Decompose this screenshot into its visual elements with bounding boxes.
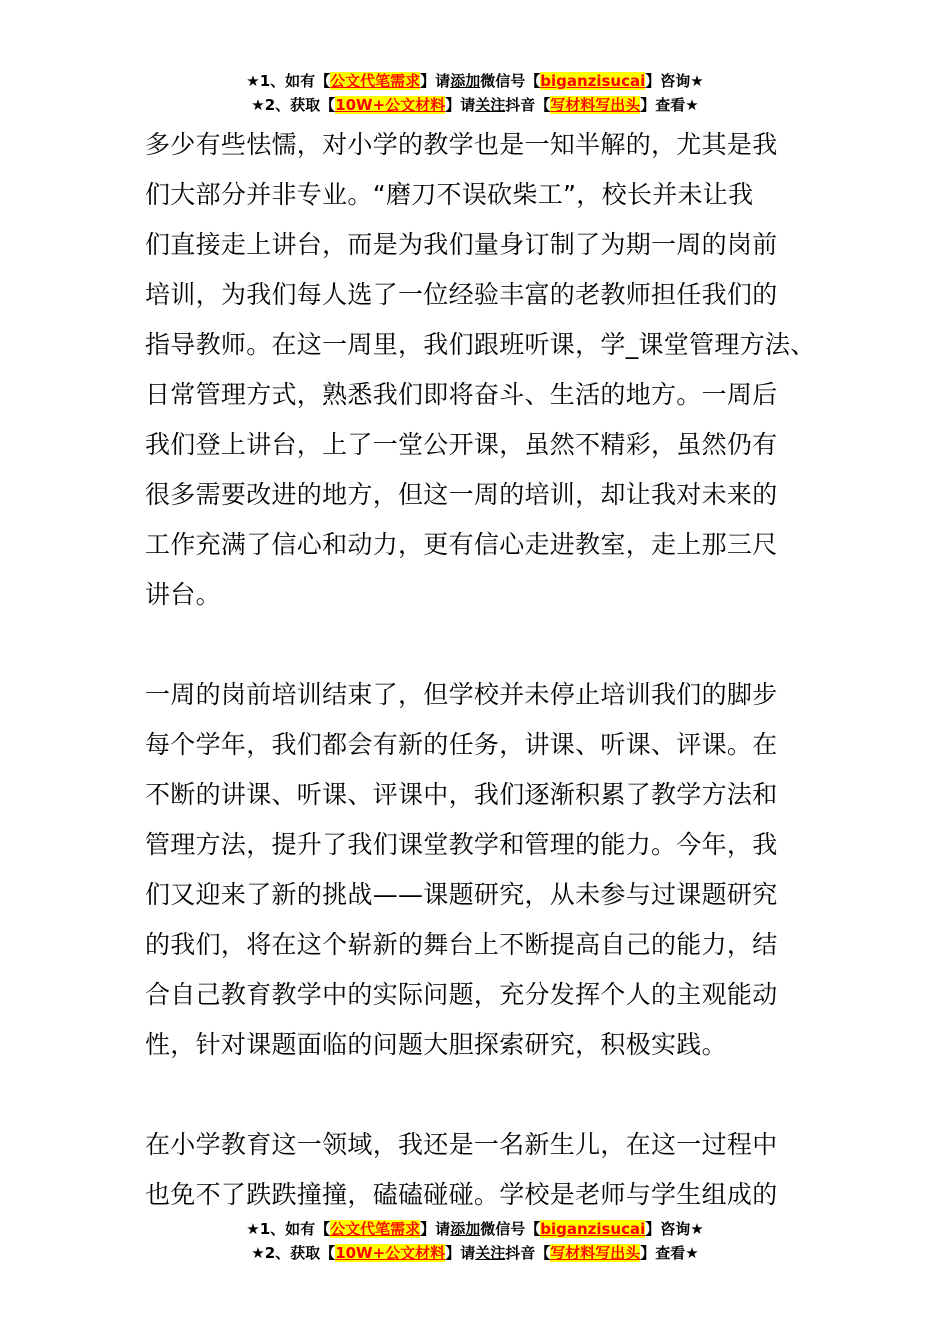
banner-underline: 添加 <box>450 1220 481 1238</box>
banner-text: 抖音【 <box>505 96 551 114</box>
paragraph <box>145 120 815 620</box>
banner-highlight: 写材料写出头 <box>550 1244 641 1262</box>
banner-text: 】查看★ <box>640 96 699 114</box>
text-line: 性，针对课题面临的问题大胆探索研究，积极实践。 <box>145 1030 727 1059</box>
text-line: 一周的岗前培训结束了，但学校并未停止培训我们的脚步 <box>145 680 778 709</box>
banner-text: 微信号【 <box>480 72 541 90</box>
banner-text: ★1、如有【 <box>246 72 331 90</box>
text-line: 合自己教育教学中的实际问题，充分发挥个人的主观能动 <box>145 980 778 1009</box>
banner-highlight: biganzisucai <box>540 1220 646 1238</box>
banner-highlight: 10W+公文材料 <box>335 96 446 114</box>
banner-text: 】查看★ <box>640 1244 699 1262</box>
banner-highlight: 写材料写出头 <box>550 96 641 114</box>
banner-text: 微信号【 <box>480 1220 541 1238</box>
text-line: 讲台。 <box>145 580 221 609</box>
paragraph-gap <box>145 1070 815 1120</box>
banner-line-1 <box>0 1217 950 1241</box>
banner-text: 】请 <box>445 96 476 114</box>
text-line: 指导教师。在这一周里，我们跟班听课，学_课堂管理方法、 <box>145 330 816 359</box>
banner-highlight: biganzisucai <box>540 72 646 90</box>
text-line: 培训，为我们每人选了一位经验丰富的老教师担任我们的 <box>145 280 778 309</box>
banner-highlight: 公文代笔需求 <box>330 1220 421 1238</box>
banner-underline: 关注 <box>475 1244 506 1262</box>
text-line: 很多需要改进的地方，但这一周的培训，却让我对未来的 <box>145 480 778 509</box>
text-line: 的我们，将在这个崭新的舞台上不断提高自己的能力，结 <box>145 930 778 959</box>
banner-line-2 <box>0 1241 950 1265</box>
banner-highlight: 10W+公文材料 <box>335 1244 446 1262</box>
document-body <box>145 120 815 1220</box>
banner-text: ★2、获取【 <box>251 96 336 114</box>
text-line: 们又迎来了新的挑战——课题研究，从未参与过课题研究 <box>145 880 778 909</box>
text-line: 管理方法，提升了我们课堂教学和管理的能力。今年，我 <box>145 830 778 859</box>
text-line: 工作充满了信心和动力，更有信心走进教室，走上那三尺 <box>145 530 778 559</box>
banner-text: 】请 <box>420 1220 451 1238</box>
paragraph <box>145 1120 815 1220</box>
text-line: 不断的讲课、听课、评课中，我们逐渐积累了教学方法和 <box>145 780 778 809</box>
text-line: 多少有些怯懦，对小学的教学也是一知半解的，尤其是我 <box>145 130 778 159</box>
banner-highlight: 公文代笔需求 <box>330 72 421 90</box>
banner-underline: 关注 <box>475 96 506 114</box>
banner-text: ★1、如有【 <box>246 1220 331 1238</box>
paragraph-gap <box>145 620 815 670</box>
text-line: 们大部分并非专业。“磨刀不误砍柴工”，校长并未让我 <box>145 180 754 209</box>
footer-banner <box>0 1217 950 1265</box>
banner-underline: 添加 <box>450 72 481 90</box>
banner-text: 】咨询★ <box>645 1220 704 1238</box>
banner-text: 】请 <box>445 1244 476 1262</box>
text-line: 们直接走上讲台，而是为我们量身订制了为期一周的岗前 <box>145 230 778 259</box>
banner-text: 抖音【 <box>505 1244 551 1262</box>
banner-text: 】咨询★ <box>645 72 704 90</box>
text-line: 日常管理方式，熟悉我们即将奋斗、生活的地方。一周后 <box>145 380 778 409</box>
header-banner <box>0 69 950 117</box>
text-line: 在小学教育这一领域，我还是一名新生儿，在这一过程中 <box>145 1130 778 1159</box>
banner-line-2 <box>0 93 950 117</box>
paragraph <box>145 670 815 1070</box>
text-line: 也免不了跌跌撞撞，磕磕碰碰。学校是老师与学生组成的 <box>145 1180 778 1209</box>
banner-text: ★2、获取【 <box>251 1244 336 1262</box>
text-line: 每个学年，我们都会有新的任务，讲课、听课、评课。在 <box>145 730 778 759</box>
text-line: 我们登上讲台，上了一堂公开课，虽然不精彩，虽然仍有 <box>145 430 778 459</box>
banner-text: 】请 <box>420 72 451 90</box>
banner-line-1 <box>0 69 950 93</box>
